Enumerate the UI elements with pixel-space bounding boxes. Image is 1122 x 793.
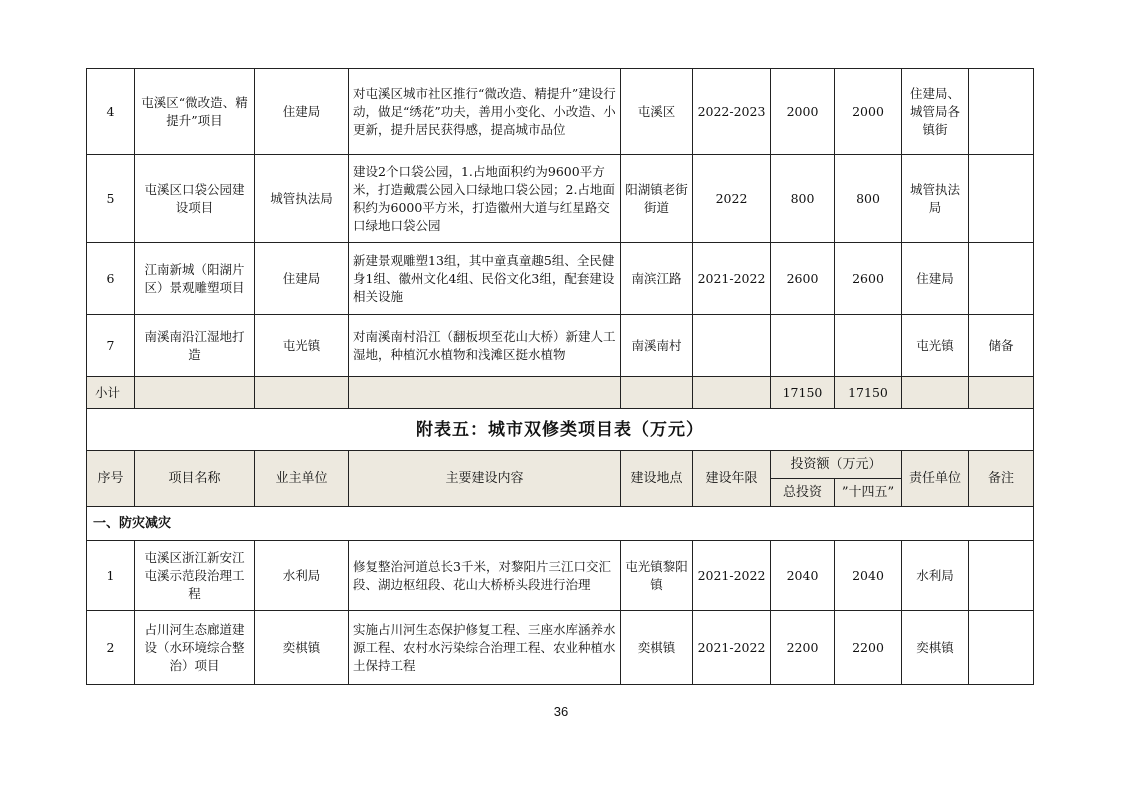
location: 南溪南村 <box>621 315 693 377</box>
row-number: 4 <box>87 69 135 155</box>
note <box>969 611 1034 685</box>
header-responsible: 责任单位 <box>902 451 969 507</box>
row-number: 1 <box>87 541 135 611</box>
table-title-row <box>87 409 1034 451</box>
plan-investment: 2000 <box>835 69 902 155</box>
construction-content: 对南溪南村沿江（翻板坝至花山大桥）新建人工湿地，种植沉水植物和浅滩区挺水植物 <box>349 315 621 377</box>
header-name: 项目名称 <box>135 451 255 507</box>
responsible-unit: 住建局 <box>902 243 969 315</box>
project-name: 屯溪区浙江新安江屯溪示范段治理工程 <box>135 541 255 611</box>
plan-investment: 2600 <box>835 243 902 315</box>
plan-investment <box>835 315 902 377</box>
location: 南滨江路 <box>621 243 693 315</box>
total-investment: 2000 <box>771 69 835 155</box>
location: 屯溪区 <box>621 69 693 155</box>
total-investment <box>771 315 835 377</box>
location: 屯光镇黎阳镇 <box>621 541 693 611</box>
years: 2021-2022 <box>693 243 771 315</box>
location: 奕棋镇 <box>621 611 693 685</box>
responsible-unit: 水利局 <box>902 541 969 611</box>
years: 2021-2022 <box>693 611 771 685</box>
location: 阳湖镇老街街道 <box>621 155 693 243</box>
total-investment: 800 <box>771 155 835 243</box>
header-owner: 业主单位 <box>255 451 349 507</box>
plan-investment: 2200 <box>835 611 902 685</box>
subtotal-total: 17150 <box>771 377 835 409</box>
responsible-unit: 住建局、城管局各镇街 <box>902 69 969 155</box>
years: 2022-2023 <box>693 69 771 155</box>
section-title: 一、防灾减灾 <box>87 507 1034 541</box>
header-no: 序号 <box>87 451 135 507</box>
header-investment: 投资额（万元） <box>771 451 902 479</box>
project-name: 屯溪区口袋公园建设项目 <box>135 155 255 243</box>
subtotal-row <box>87 377 1034 409</box>
responsible-unit: 屯光镇 <box>902 315 969 377</box>
project-name: 江南新城（阳湖片区）景观雕塑项目 <box>135 243 255 315</box>
table-row <box>87 315 1034 377</box>
project-table <box>86 68 1034 685</box>
header-location: 建设地点 <box>621 451 693 507</box>
table-row <box>87 243 1034 315</box>
plan-investment: 2040 <box>835 541 902 611</box>
header-note: 备注 <box>969 451 1034 507</box>
note <box>969 155 1034 243</box>
table-row <box>87 611 1034 685</box>
years: 2021-2022 <box>693 541 771 611</box>
owner-unit: 水利局 <box>255 541 349 611</box>
row-number: 2 <box>87 611 135 685</box>
note: 储备 <box>969 315 1034 377</box>
row-number: 6 <box>87 243 135 315</box>
owner-unit: 屯光镇 <box>255 315 349 377</box>
header-content: 主要建设内容 <box>349 451 621 507</box>
project-name: 南溪南沿江湿地打造 <box>135 315 255 377</box>
row-number: 5 <box>87 155 135 243</box>
table-row <box>87 155 1034 243</box>
years <box>693 315 771 377</box>
owner-unit: 城管执法局 <box>255 155 349 243</box>
total-investment: 2200 <box>771 611 835 685</box>
project-name: 屯溪区“微改造、精提升”项目 <box>135 69 255 155</box>
construction-content: 建设2个口袋公园，1.占地面积约为9600平方米，打造戴震公园入口绿地口袋公园；2.占地面积约为6000平方米，打造徽州大道与红星路交口绿地口袋公园 <box>349 155 621 243</box>
project-name: 占川河生态廊道建设（水环境综合整治）项目 <box>135 611 255 685</box>
note <box>969 69 1034 155</box>
total-investment: 2040 <box>771 541 835 611</box>
header-total: 总投资 <box>771 479 835 507</box>
header-plan: ”十四五” <box>835 479 902 507</box>
row-number: 7 <box>87 315 135 377</box>
page-number: 36 <box>553 704 569 719</box>
responsible-unit: 奕棋镇 <box>902 611 969 685</box>
note <box>969 541 1034 611</box>
header-years: 建设年限 <box>693 451 771 507</box>
table-title: 附表五：城市双修类项目表（万元） <box>87 409 1034 451</box>
plan-investment: 800 <box>835 155 902 243</box>
table-row <box>87 541 1034 611</box>
construction-content: 实施占川河生态保护修复工程、三座水库涵养水源工程、农村水污染综合治理工程、农业种植水土保持工程 <box>349 611 621 685</box>
owner-unit: 住建局 <box>255 243 349 315</box>
responsible-unit: 城管执法局 <box>902 155 969 243</box>
subtotal-plan: 17150 <box>835 377 902 409</box>
construction-content: 对屯溪区城市社区推行“微改造、精提升”建设行动，做足“绣花”功夫，善用小变化、小改造、小更新，提升居民获得感，提高城市品位 <box>349 69 621 155</box>
header-row <box>87 451 1034 479</box>
construction-content: 修复整治河道总长3千米，对黎阳片三江口交汇段、湖边枢纽段、花山大桥桥头段进行治理 <box>349 541 621 611</box>
construction-content: 新建景观雕塑13组，其中童真童趣5组、全民健身1组、徽州文化4组、民俗文化3组，配套建设相关设施 <box>349 243 621 315</box>
years: 2022 <box>693 155 771 243</box>
total-investment: 2600 <box>771 243 835 315</box>
subtotal-label: 小计 <box>87 377 135 409</box>
owner-unit: 奕棋镇 <box>255 611 349 685</box>
section-row <box>87 507 1034 541</box>
table-row <box>87 69 1034 155</box>
owner-unit: 住建局 <box>255 69 349 155</box>
note <box>969 243 1034 315</box>
